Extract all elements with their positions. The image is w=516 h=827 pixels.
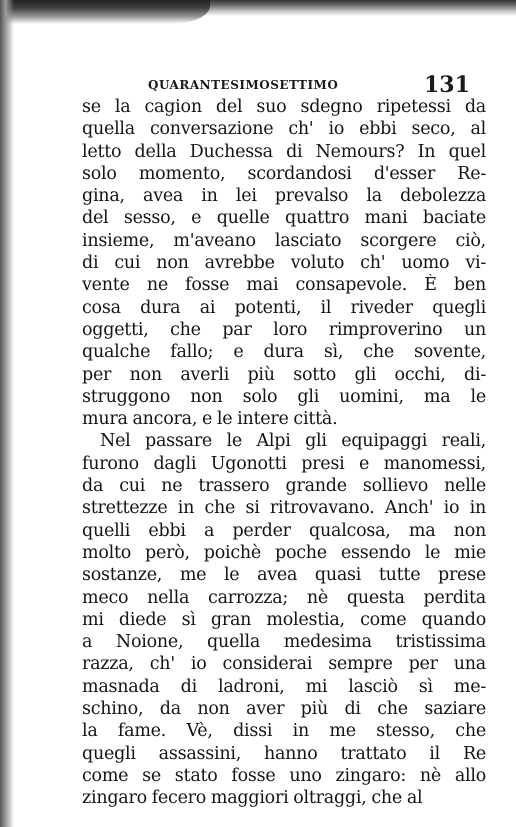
- text-line: quelli ebbi a perder qualcosa, ma non: [82, 520, 486, 541]
- page-gutter-shadow: [0, 0, 14, 827]
- text-line: strettezze in che si ritrovavano. Anch' io in: [82, 498, 486, 519]
- text-line: mura ancora, e le intere città.: [82, 409, 338, 430]
- text-line: razza, ch' io considerai sempre per una: [82, 654, 486, 675]
- text-line: qualche fallo; e dura sì, che sovente,: [82, 342, 486, 363]
- text-line: come se stato fosse uno zingaro: nè allo: [82, 765, 486, 786]
- text-line: zingaro fecero maggiori oltraggi, che al: [82, 788, 423, 809]
- text-line: struggono non solo gli uomini, ma le: [82, 386, 486, 407]
- text-line: meco nella carrozza; nè questa perdita: [82, 587, 486, 608]
- text-line: se la cagion del suo sdegno ripetessi da: [82, 97, 486, 117]
- running-head: QUARANTESIMOSETTIMO: [148, 78, 339, 92]
- text-line: la fame. Vè, dissi in me stesso, che: [82, 721, 486, 742]
- text-line: quegli assassini, hanno trattato il Re: [82, 743, 486, 764]
- text-line: cosa dura ai potenti, il riveder quegli: [82, 297, 486, 318]
- text-line: del sesso, e quelle quattro mani baciate: [82, 208, 486, 229]
- text-line: insieme, m'aveano lasciato scorgere ciò,: [82, 230, 486, 251]
- text-line: solo momento, scordandosi d'esser Re-: [82, 163, 486, 184]
- text-line: molto però, poichè poche essendo le mie: [82, 542, 486, 563]
- page-curl-shadow: [0, 0, 210, 24]
- text-line: vente ne fosse mai consapevole. È ben: [82, 275, 486, 296]
- text-line: furono dagli Ugonotti presi e manomessi,: [82, 453, 486, 474]
- paragraph: [82, 96, 486, 430]
- text-line: di cui non avrebbe voluto ch' uomo vi-: [82, 253, 486, 274]
- text-line: Nel passare le Alpi gli equipaggi reali,: [100, 431, 486, 452]
- text-line: mi diede sì gran molestia, come quando: [82, 609, 486, 630]
- text-line: a Noione, quella medesima tristissima: [82, 632, 486, 653]
- text-line: gina, avea in lei prevalso la debolezza: [82, 186, 486, 207]
- paragraph: [82, 430, 486, 809]
- text-line: oggetti, che par loro rimproverino un: [82, 319, 486, 340]
- text-line: letto della Duchessa di Nemours? In quel: [82, 141, 486, 162]
- text-line: masnada di ladroni, mi lasciò sì me-: [82, 676, 486, 697]
- text-line: per non averli più sotto gli occhi, di-: [82, 364, 486, 385]
- text-line: sostanze, me le avea quasi tutte prese: [82, 565, 486, 586]
- text-line: quella conversazione ch' io ebbi seco, al: [82, 119, 486, 140]
- text-line: da cui ne trassero grande sollievo nelle: [82, 476, 486, 497]
- page-number: 131: [424, 72, 470, 98]
- body-text: [82, 96, 486, 810]
- text-line: schino, da non aver più di che saziare: [82, 699, 486, 720]
